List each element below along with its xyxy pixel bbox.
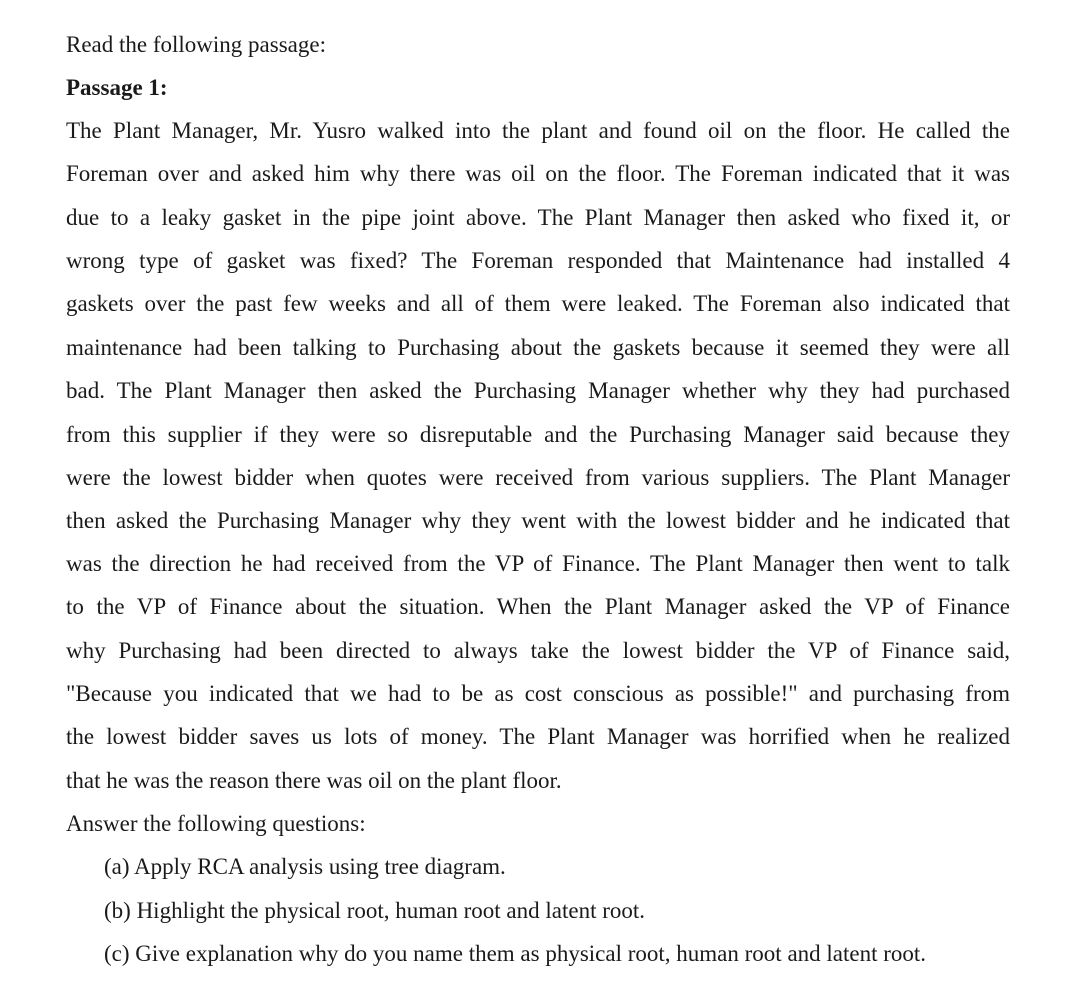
passage-line: Foreman over and asked him why there was oil on the floor. The Foreman indicated that it was xyxy=(66,161,1010,186)
passage-line: to the VP of Finance about the situation. When the Plant Manager asked the VP of Finance xyxy=(66,594,1010,619)
passage-line: maintenance had been talking to Purchasing about the gaskets because it seemed they were all xyxy=(66,335,1010,360)
passage-line: from this supplier if they were so disreputable and the Purchasing Manager said because they xyxy=(66,422,1010,447)
passage-line: then asked the Purchasing Manager why they went with the lowest bidder and he indicated that xyxy=(66,508,1010,533)
passage-line: due to a leaky gasket in the pipe joint above. The Plant Manager then asked who fixed it, or xyxy=(66,205,1010,230)
passage-line: "Because you indicated that we had to be as cost conscious as possible!" and purchasing from xyxy=(66,681,1010,706)
question-item: (a) Apply RCA analysis using tree diagram. xyxy=(104,854,506,879)
passage-line: why Purchasing had been directed to always take the lowest bidder the VP of Finance said, xyxy=(66,638,1010,663)
passage-line: The Plant Manager, Mr. Yusro walked into the plant and found oil on the floor. He called the xyxy=(66,118,1010,143)
passage-line: gaskets over the past few weeks and all of them were leaked. The Foreman also indicated that xyxy=(66,291,1010,316)
passage-line: the lowest bidder saves us lots of money. The Plant Manager was horrified when he realized xyxy=(66,724,1010,749)
questions-heading: Answer the following questions: xyxy=(66,811,366,836)
passage-heading: Passage 1: xyxy=(66,75,168,100)
passage-line: was the direction he had received from the VP of Finance. The Plant Manager then went to talk xyxy=(66,551,1010,576)
question-item: (b) Highlight the physical root, human root and latent root. xyxy=(104,898,646,923)
passage-line: were the lowest bidder when quotes were received from various suppliers. The Plant Manager xyxy=(66,465,1010,490)
question-item: (c) Give explanation why do you name them as physical root, human root and latent root. xyxy=(104,941,927,966)
passage-line: that he was the reason there was oil on the plant floor. xyxy=(66,768,562,793)
passage-line: wrong type of gasket was fixed? The Foreman responded that Maintenance had installed 4 xyxy=(66,248,1010,273)
passage-line: bad. The Plant Manager then asked the Purchasing Manager whether why they had purchased xyxy=(66,378,1010,403)
intro-text: Read the following passage: xyxy=(66,32,326,57)
